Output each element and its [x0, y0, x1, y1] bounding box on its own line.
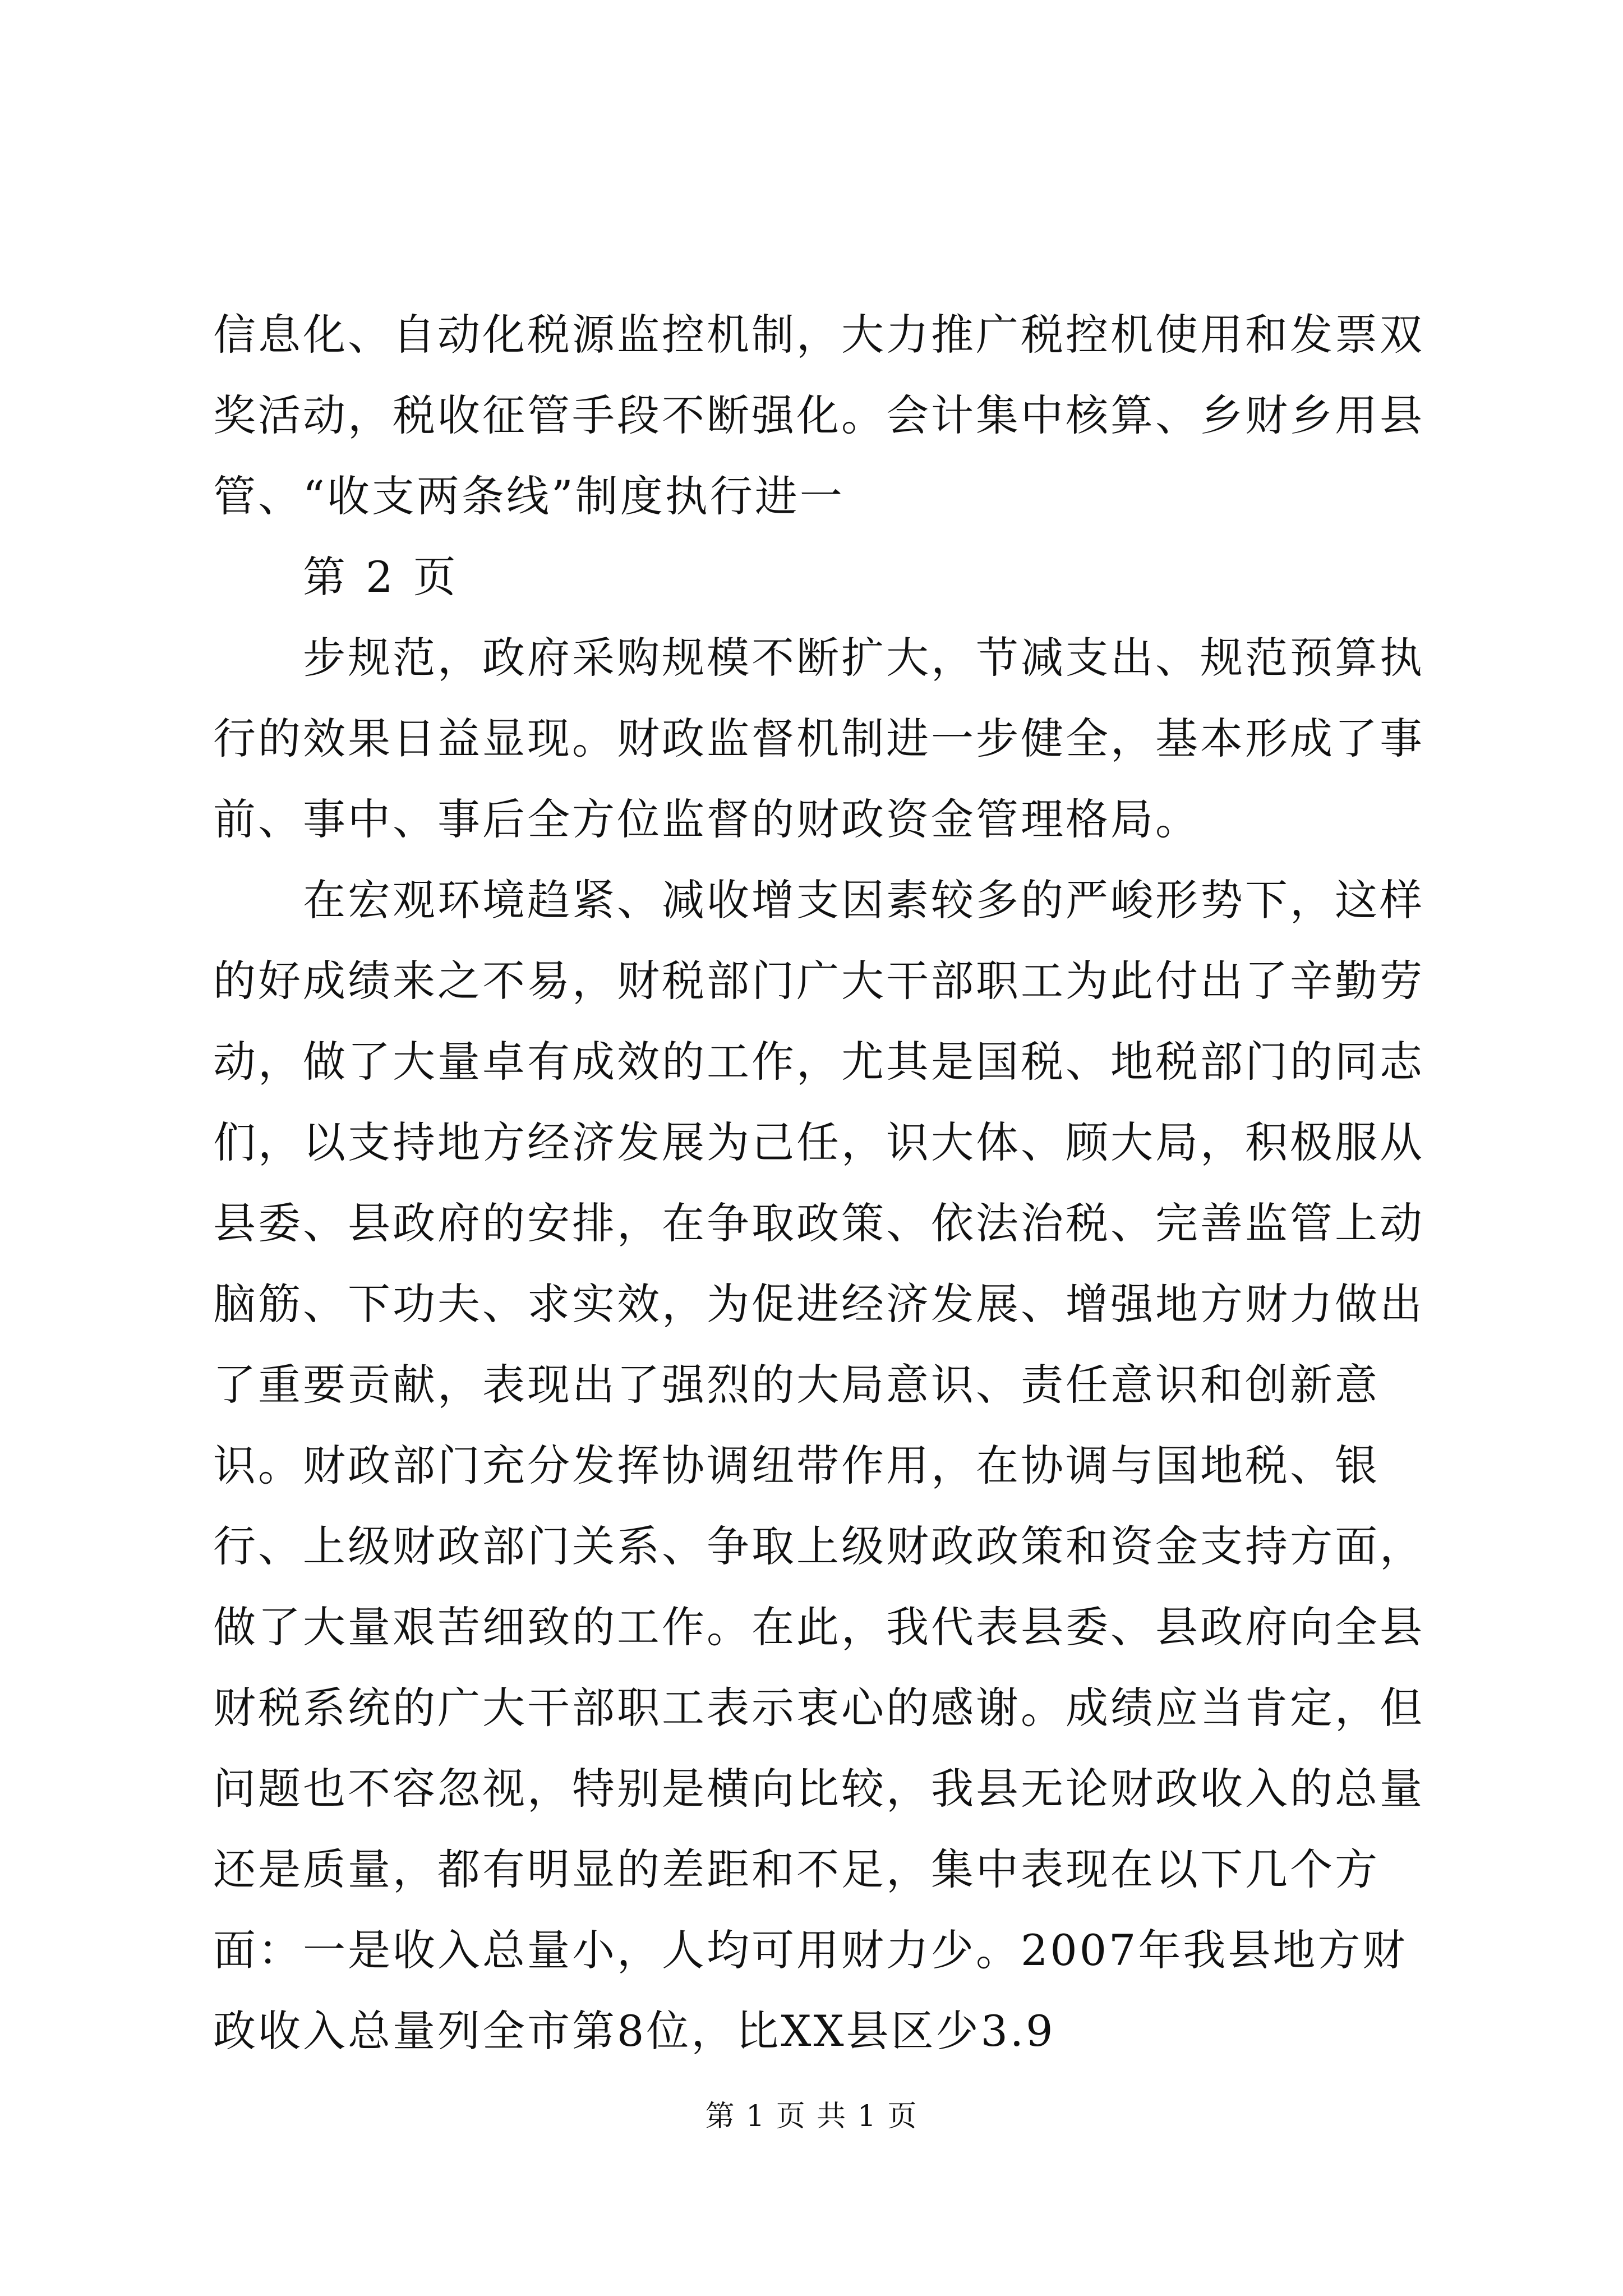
- paragraph: 在宏观环境趋紧、减收增支因素较多的严峻形势下，这样的好成绩来之不易，财税部门广大干部职工为此付出了辛勤劳动，做了大量卓有成效的工作，尤其是国税、地税部门的同志们，以支持地方经济发展为己任，识大体、顾大局，积极服从县委、县政府的安排，在争取政策、依法治税、完善监管上动脑筋、下功夫、求实效，为促进经济发展、增强地方财力做出了重要贡献，表现出了强烈的大局意识、责任意识和创新意识。财政部门充分发挥协调纽带作用，在协调与国地税、银行、上级财政部门关系、争取上级财政政策和资金支持方面，做了大量艰苦细致的工作。在此，我代表县委、县政府向全县财税系统的广大干部职工表示衷心的感谢。成绩应当肯定，但问题也不容忽视，特别是横向比较，我县无论财政收入的总量还是质量，都有明显的差距和不足，集中表现在以下几个方面：一是收入总量小，人均可用财力少。2007年我县地方财政收入总量列全市第8位，比XX县区少3.9: [213, 875, 1424, 2056]
- paragraph-continued: 信息化、自动化税源监控机制，大力推广税控机使用和发票双奖活动，税收征管手段不断强化。会计集中核算、乡财乡用县管、“收支两条线”制度执行进一: [213, 310, 1424, 521]
- document-body: [213, 295, 1430, 2072]
- page-footer: 第 1 页 共 1 页: [705, 2100, 918, 2133]
- paragraph: 步规范，政府采购规模不断扩大，节减支出、规范预算执行的效果日益显现。财政监督机制进一步健全，基本形成了事前、事中、事后全方位监督的财政资金管理格局。: [213, 633, 1424, 844]
- inline-page-label: 第 2 页: [303, 552, 459, 602]
